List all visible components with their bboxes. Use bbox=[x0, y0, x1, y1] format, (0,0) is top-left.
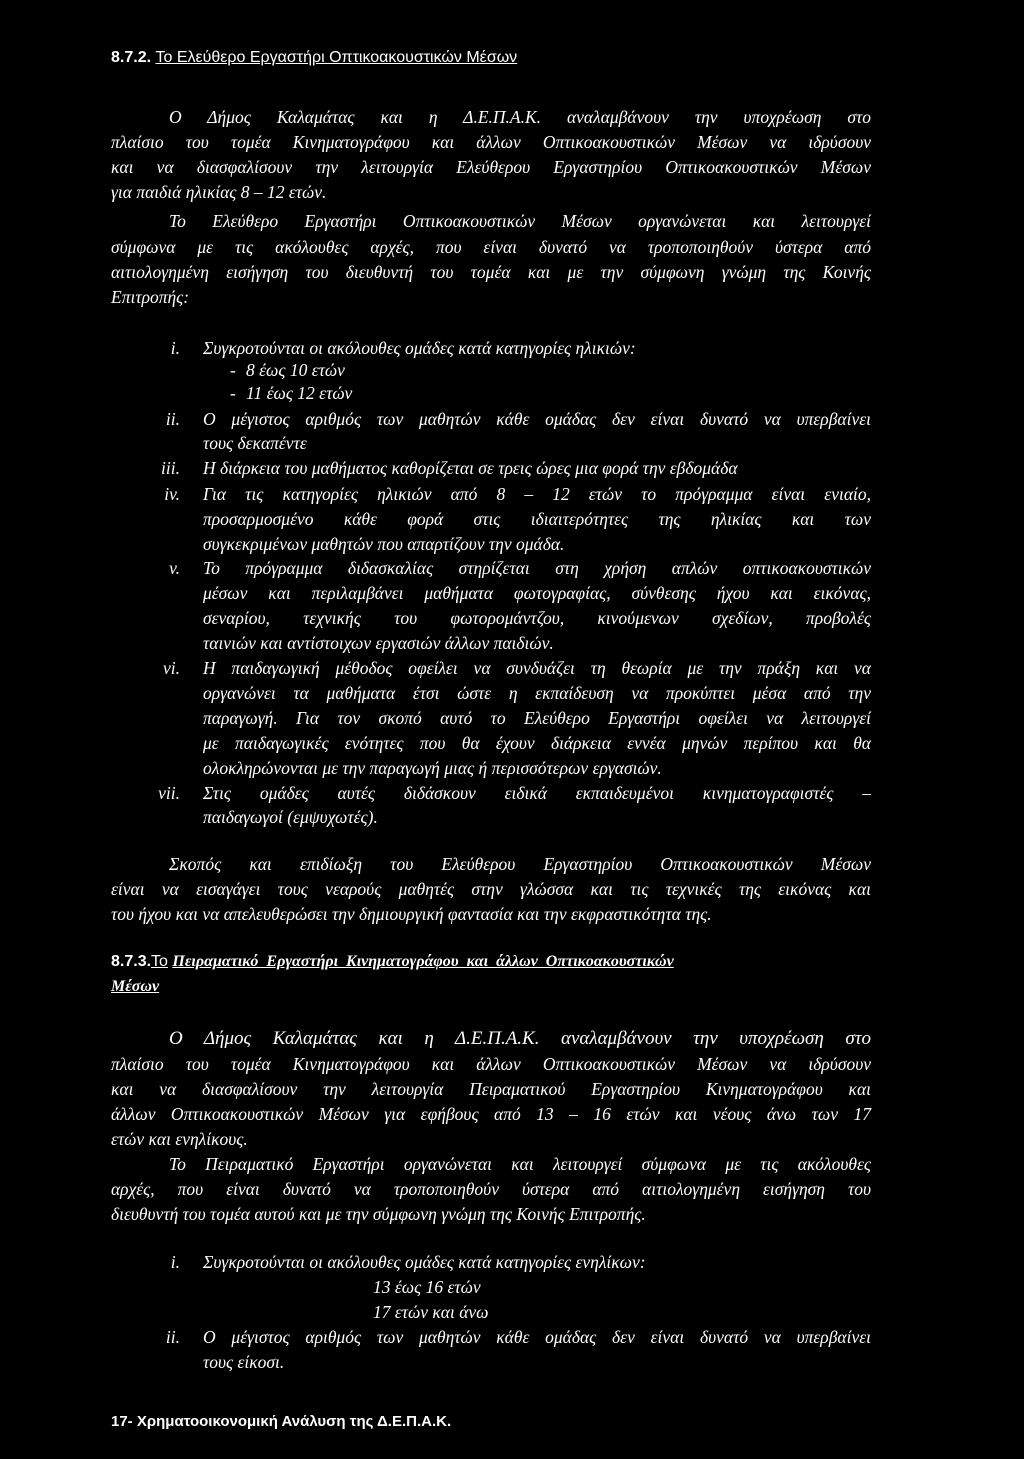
list-item-text: Η διάρκεια του μαθήματος καθορίζεται σε τρεις ώρες μια φορά την εβδομάδα bbox=[203, 458, 738, 478]
paragraph-line: για παιδιά ηλικίας 8 – 12 ετών. bbox=[111, 182, 327, 202]
list-item-text: σεναρίου, τεχνικής του φωτορομάντζου, κινούμενων σχεδίων, προβολές bbox=[203, 608, 871, 628]
list-item-text: Ο μέγιστος αριθμός των μαθητών κάθε ομάδας δεν είναι δυνατό να υπερβαίνει bbox=[203, 409, 871, 429]
paragraph-line: διευθυντή του τομέα αυτού και με την σύμφωνη γνώμη της Κοινής Επιτροπής. bbox=[111, 1204, 646, 1224]
list-item-text: οργανώνει τα μαθήματα έτσι ώστε η εκπαίδευση να προκύπτει μέσα από την bbox=[203, 683, 871, 703]
section-number: 8.7.3. bbox=[111, 953, 152, 970]
list-dash: - bbox=[230, 383, 236, 403]
list-item-text: Στις ομάδες αυτές διδάσκουν ειδικά εκπαιδευμένοι κινηματογραφιστές – bbox=[203, 783, 871, 803]
list-item-text: Η παιδαγωγική μέθοδος οφείλει να συνδυάζει τη θεωρία με την πράξη και να bbox=[203, 658, 871, 678]
paragraph-line: ετών και ενηλίκους. bbox=[111, 1129, 248, 1149]
list-item-text: 13 έως 16 ετών bbox=[373, 1277, 481, 1297]
paragraph-line: Επιτροπής: bbox=[111, 287, 190, 307]
paragraph-line: και να διασφαλίσουν την λειτουργία Πειραματικού Εργαστηρίου Κινηματογράφου και bbox=[111, 1079, 871, 1099]
paragraph-line: είναι να εισαγάγει τους νεαρούς μαθητές στην γλώσσα και τις τεχνικές της εικόνας και bbox=[111, 879, 871, 899]
list-item-text: Το πρόγραμμα διδασκαλίας στηρίζεται στη χρήση απλών οπτικοακουστικών bbox=[203, 558, 871, 578]
list-item-text: Συγκροτούνται οι ακόλουθες ομάδες κατά κατηγορίες ηλικιών: bbox=[203, 338, 636, 358]
section-heading-873 bbox=[111, 950, 674, 974]
page-footer: 17- Χρηματοοικονομική Ανάλυση της Δ.Ε.Π.Α.Κ. bbox=[111, 1413, 452, 1430]
paragraph-line: και να διασφαλίσουν την λειτουργία Ελεύθερου Εργαστηρίου Οπτικοακουστικών Μέσων bbox=[111, 157, 871, 177]
paragraph-line: Το Πειραματικό Εργαστήρι οργανώνεται και λειτουργεί σύμφωνα με τις ακόλουθες bbox=[169, 1154, 871, 1174]
paragraph-line: πλαίσιο του τομέα Κινηματογράφου και άλλων Οπτικοακουστικών Μέσων να ιδρύσουν bbox=[111, 1054, 871, 1074]
section-title-first: Το bbox=[151, 953, 168, 970]
list-item-text: παιδαγωγοί (εμψυχωτές). bbox=[203, 807, 378, 827]
section-title-continued: Μέσων bbox=[111, 978, 160, 995]
paragraph-line: σύμφωνα με τις ακόλουθες αρχές, που είναι δυνατό να τροποποιηθούν ύστερα από bbox=[111, 237, 871, 257]
list-marker: ii. bbox=[165, 409, 180, 429]
list-marker: vi. bbox=[162, 658, 180, 678]
section-heading-873-line2 bbox=[111, 975, 159, 999]
section-title: Το Ελεύθερο Εργαστήρι Οπτικοακουστικών Μέσων bbox=[155, 49, 518, 66]
list-item-text: 11 έως 12 ετών bbox=[246, 383, 353, 403]
paragraph-line: Ο Δήμος Καλαμάτας και η Δ.Ε.Π.Α.Κ. αναλαμβάνουν την υποχρέωση στο bbox=[169, 1028, 871, 1049]
paragraph-line: του ήχου και να απελευθερώσει την δημιουργική φαντασία και την εκφραστικότητα της. bbox=[111, 904, 712, 924]
paragraph-line: Σκοπός και επιδίωξη του Ελεύθερου Εργαστηρίου Οπτικοακουστικών Μέσων bbox=[169, 854, 871, 874]
list-marker: i. bbox=[170, 1252, 180, 1272]
list-item-text: παραγωγή. Για τον σκοπό αυτό το Ελεύθερο Εργαστήρι οφείλει να λειτουργεί bbox=[203, 708, 871, 728]
section-heading-872 bbox=[111, 46, 517, 70]
list-marker: i. bbox=[170, 338, 180, 358]
list-item-text: με παιδαγωγικές ενότητες που θα έχουν διάρκεια εννέα μηνών περίπου και θα bbox=[203, 733, 871, 753]
list-marker: v. bbox=[169, 558, 180, 578]
list-item-text: μέσων και περιλαμβάνει μαθήματα φωτογραφίας, σύνθεσης ήχου και εικόνας, bbox=[203, 583, 871, 603]
section-title: Πειραματικό Εργαστήρι Κινηματογράφου και άλλων Οπτικοακουστικών bbox=[172, 953, 674, 970]
list-item-text: συγκεκριμένων μαθητών που απαρτίζουν την ομάδα. bbox=[203, 534, 565, 554]
list-item-text: Ο μέγιστος αριθμός των μαθητών κάθε ομάδας δεν είναι δυνατό να υπερβαίνει bbox=[203, 1327, 871, 1347]
paragraph-line: αιτιολογημένη εισήγηση του διευθυντή του τομέα και με την σύμφωνη γνώμη της Κοινής bbox=[111, 262, 871, 282]
list-item-text: ταινιών και αντίστοιχων εργασιών άλλων παιδιών. bbox=[203, 633, 554, 653]
paragraph-line: άλλων Οπτικοακουστικών Μέσων για εφήβους από 13 – 16 ετών και νέους άνω των 17 bbox=[111, 1104, 871, 1124]
paragraph-line: αρχές, που είναι δυνατό να τροποποιηθούν ύστερα από αιτιολογημένη εισήγηση του bbox=[111, 1179, 871, 1199]
list-dash: - bbox=[230, 360, 236, 380]
list-item-text: ολοκληρώνονται με την παραγωγή μιας ή περισσότερων εργασιών. bbox=[203, 758, 662, 778]
list-marker: ii. bbox=[165, 1327, 180, 1347]
list-marker: vii. bbox=[158, 783, 180, 803]
list-item-text: Για τις κατηγορίες ηλικιών από 8 – 12 ετών το πρόγραμμα είναι ενιαίο, bbox=[203, 484, 871, 504]
list-item-text: Συγκροτούνται οι ακόλουθες ομάδες κατά κατηγορίες ενηλίκων: bbox=[203, 1252, 646, 1272]
list-marker: iv. bbox=[164, 484, 180, 504]
section-number: 8.7.2. bbox=[111, 49, 152, 66]
list-item-text: τους είκοσι. bbox=[203, 1352, 285, 1372]
paragraph-line: πλαίσιο του τομέα Κινηματογράφου και άλλων Οπτικοακουστικών Μέσων να ιδρύσουν bbox=[111, 132, 871, 152]
paragraph-line: Ο Δήμος Καλαμάτας και η Δ.Ε.Π.Α.Κ. αναλαμβάνουν την υποχρέωση στο bbox=[169, 107, 871, 127]
list-item-text: 17 ετών και άνω bbox=[373, 1302, 489, 1322]
list-item-text: τους δεκαπέντε bbox=[203, 433, 307, 453]
list-item-text: 8 έως 10 ετών bbox=[246, 360, 345, 380]
list-item-text: προσαρμοσμένο κάθε φορά στις ιδιαιτερότητες της ηλικίας και των bbox=[203, 509, 871, 529]
list-marker: iii. bbox=[161, 458, 180, 478]
paragraph-line: Το Ελεύθερο Εργαστήρι Οπτικοακουστικών Μέσων οργανώνεται και λειτουργεί bbox=[169, 211, 871, 231]
